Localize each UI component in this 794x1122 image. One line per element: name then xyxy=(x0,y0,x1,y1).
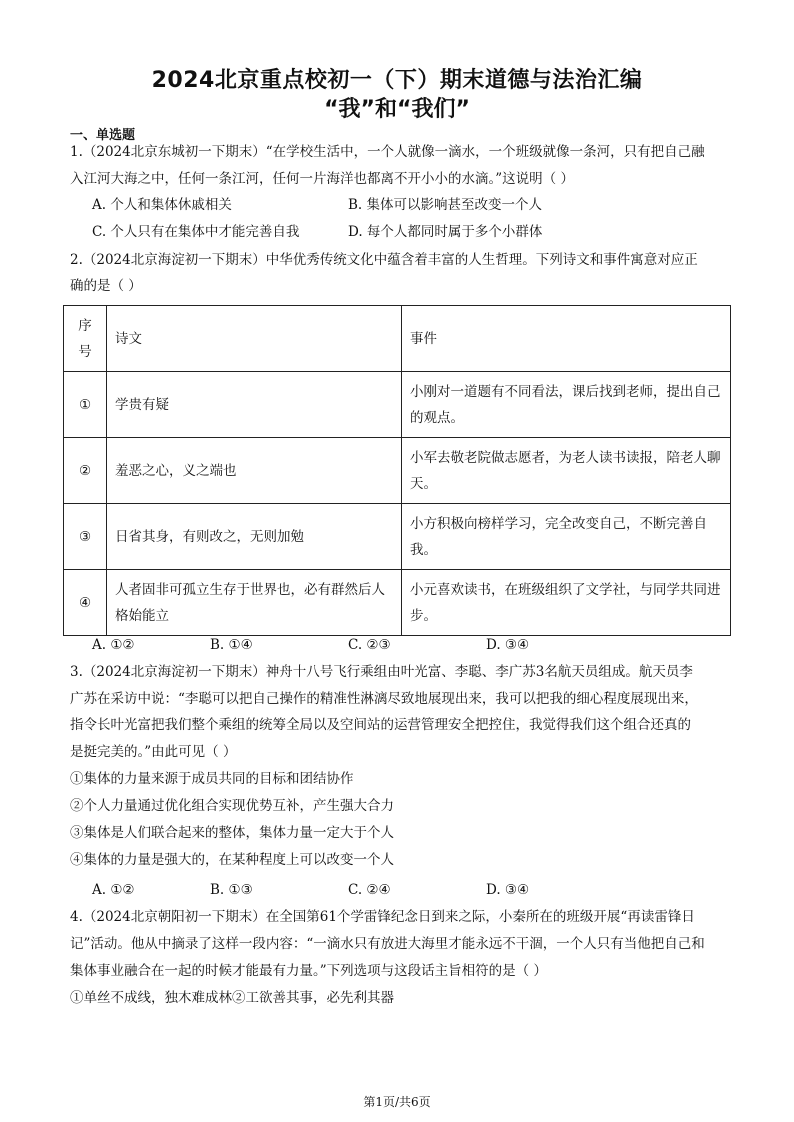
table-header-row xyxy=(64,306,731,372)
header-no: 序号 xyxy=(64,306,107,372)
q2-stem-line1: 2.（2024北京海淀初一下期末）中华优秀传统文化中蕴含着丰富的人生哲理。下列诗文和事件寓意对应正 xyxy=(70,252,698,268)
row-poem: 学贵有疑 xyxy=(107,372,402,438)
q3-option-c: C. ②④ xyxy=(348,882,391,898)
header-event: 事件 xyxy=(402,306,731,372)
row-event: 小方积极向榜样学习，完全改变自己，不断完善自我。 xyxy=(402,504,731,570)
q3-statement-2: ②个人力量通过优化组合实现优势互补，产生强大合力 xyxy=(70,798,394,814)
row-no: ① xyxy=(64,372,107,438)
q2-table xyxy=(63,305,731,636)
row-poem: 日省其身，有则改之，无则加勉 xyxy=(107,504,402,570)
q1-stem-line1: 1.（2024北京东城初一下期末）“在学校生活中，一个人就像一滴水，一个班级就像一条河，只有把自己融 xyxy=(70,144,705,160)
q2-option-b: B. ①④ xyxy=(210,637,253,653)
document-subtitle: “我”和“我们” xyxy=(324,97,470,122)
q2-option-c: C. ②③ xyxy=(348,637,391,653)
q3-statement-3: ③集体是人们联合起来的整体，集体力量一定大于个人 xyxy=(70,825,394,841)
row-no: ③ xyxy=(64,504,107,570)
row-event: 小刚对一道题有不同看法，课后找到老师，提出自己的观点。 xyxy=(402,372,731,438)
q1-option-d: D. 每个人都同时属于多个小群体 xyxy=(348,224,543,240)
q3-option-a: A. ①② xyxy=(92,882,135,898)
header-poem: 诗文 xyxy=(107,306,402,372)
q3-stem-line4: 是挺完美的。”由此可见（ ） xyxy=(70,744,237,760)
row-poem: 羞恶之心，义之端也 xyxy=(107,438,402,504)
q3-option-d: D. ③④ xyxy=(486,882,530,898)
q3-stem-line1: 3.（2024北京海淀初一下期末）神舟十八号飞行乘组由叶光富、李聪、李广苏3名航天员组成。航天员李 xyxy=(70,664,693,680)
section-heading: 一、单选题 xyxy=(70,128,136,143)
table-row xyxy=(64,570,731,636)
q4-stem-line3: 集体事业融合在一起的时候才能最有力量。”下列选项与这段话主旨相符的是（ ） xyxy=(70,963,547,979)
q1-option-a: A. 个人和集体休戚相关 xyxy=(92,197,232,213)
document-title: 2024北京重点校初一（下）期末道德与法治汇编 xyxy=(151,68,643,93)
q3-option-b: B. ①③ xyxy=(210,882,253,898)
row-event: 小军去敬老院做志愿者，为老人读书读报，陪老人聊天。 xyxy=(402,438,731,504)
table-row xyxy=(64,372,731,438)
q4-statements: ①单丝不成线，独木难成林②工欲善其事，必先利其器 xyxy=(70,990,394,1006)
row-poem: 人者固非可孤立生存于世界也，必有群然后人格始能立 xyxy=(107,570,402,636)
q1-stem-line2: 入江河大海之中，任何一条江河，任何一片海洋也都离不开小小的水滴。”这说明（ ） xyxy=(70,171,574,187)
row-no: ② xyxy=(64,438,107,504)
row-no: ④ xyxy=(64,570,107,636)
q3-statement-1: ①集体的力量来源于成员共同的目标和团结协作 xyxy=(70,771,354,787)
q3-stem-line3: 指令长叶光富把我们整个乘组的统筹全局以及空间站的运营管理安全把控住，我觉得我们这个组合还真的 xyxy=(70,717,691,733)
q2-option-a: A. ①② xyxy=(92,637,135,653)
q4-stem-line2: 记”活动。他从中摘录了这样一段内容：“一滴水只有放进大海里才能永远不干涸，一个人只有当他把自己和 xyxy=(70,936,705,952)
q3-statement-4: ④集体的力量是强大的，在某种程度上可以改变一个人 xyxy=(70,852,394,868)
q2-stem-line2: 确的是（ ） xyxy=(70,278,142,294)
table-row xyxy=(64,438,731,504)
page-footer: 第1页/共6页 xyxy=(363,1095,431,1109)
q1-option-c: C. 个人只有在集体中才能完善自我 xyxy=(92,224,300,240)
table-row xyxy=(64,504,731,570)
q4-stem-line1: 4.（2024北京朝阳初一下期末）在全国第61个学雷锋纪念日到来之际，小秦所在的班级开展“再读雷锋日 xyxy=(70,909,695,925)
q3-stem-line2: 广苏在采访中说：“李聪可以把自己操作的精准性淋漓尽致地展现出来，我可以把我的细心程度展现出来， xyxy=(70,691,698,707)
row-event: 小元喜欢读书，在班级组织了文学社，与同学共同进步。 xyxy=(402,570,731,636)
q1-option-b: B. 集体可以影响甚至改变一个人 xyxy=(348,197,543,213)
q2-option-d: D. ③④ xyxy=(486,637,530,653)
